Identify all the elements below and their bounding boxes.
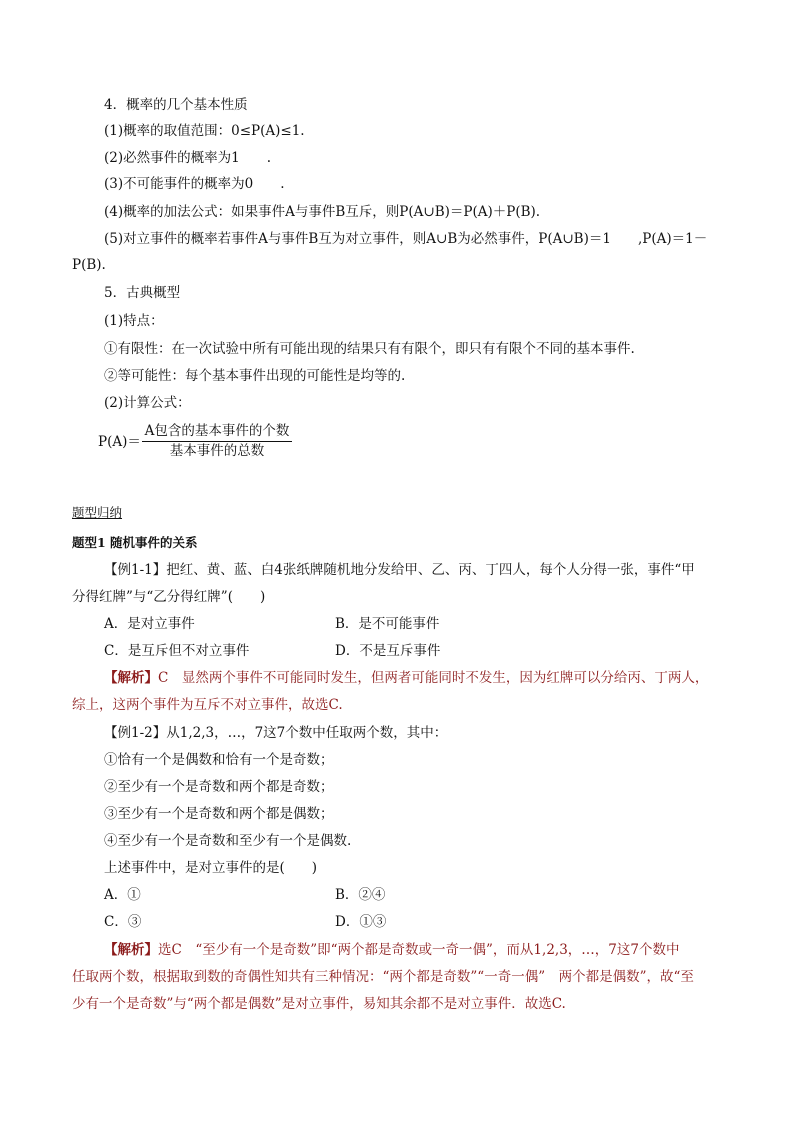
example-1-1-line1: 【例1-1】把红、黄、蓝、白4张纸牌随机地分发给甲、乙、丙、丁四人，每个人分得一张，事件“甲 xyxy=(104,562,695,578)
formula-label: (2)计算公式： xyxy=(104,395,191,411)
property-complement-line1: (5)对立事件的概率若事件A与事件B互为对立事件，则A∪B为必然事件，P(A∪B)＝1 ,P(A)＝1－ xyxy=(104,231,708,247)
type-1-title: 题型1 随机事件的关系 xyxy=(72,535,198,550)
feature-equal: ②等可能性：每个基本事件出现的可能性是均等的. xyxy=(104,368,406,384)
fraction-bar xyxy=(142,441,292,442)
question-types-title: 题型归纳 xyxy=(72,505,123,520)
example-1-2-item3: ③至少有一个是奇数和两个都是偶数； xyxy=(104,806,334,822)
property-impossible: (3)不可能事件的概率为0 . xyxy=(104,176,285,192)
example-1-2-option-d: D．①③ xyxy=(335,914,387,930)
probability-fraction xyxy=(142,423,292,460)
example-1-1-solution-line1 xyxy=(104,669,708,687)
section-4-heading: 4．概率的几个基本性质 xyxy=(104,97,248,113)
example-1-2-option-c: C．③ xyxy=(104,914,142,930)
section-5-heading: 5．古典概型 xyxy=(104,285,181,301)
example-1-1-option-c: C．是互斥但不对立事件 xyxy=(104,643,250,659)
property-complement-line2: P(B). xyxy=(72,257,106,273)
fraction-denominator: 基本事件的总数 xyxy=(169,443,265,459)
example-1-2-item1: ①恰有一个是偶数和恰有一个是奇数； xyxy=(104,752,334,768)
feature-finite: ①有限性：在一次试验中所有可能出现的结果只有有限个，即只有有限个不同的基本事件. xyxy=(104,341,635,357)
example-1-2-question: 上述事件中，是对立事件的是( ) xyxy=(104,860,318,876)
example-1-2-option-b: B．②④ xyxy=(335,887,386,903)
example-1-2-option-a: A．① xyxy=(104,887,141,903)
solution-label: 【解析】 xyxy=(104,942,158,958)
property-certain: (2)必然事件的概率为1 . xyxy=(104,150,272,166)
example-1-1-option-d: D．不是互斥事件 xyxy=(335,643,441,659)
example-1-2-item4: ④至少有一个是奇数和至少有一个是偶数. xyxy=(104,833,352,849)
example-1-1-option-a: A．是对立事件 xyxy=(104,616,195,632)
example-1-1-solution-line2: 综上，这两个事件为互斥不对立事件，故选C. xyxy=(72,697,343,713)
property-range: (1)概率的取值范围：0≤P(A)≤1. xyxy=(104,123,305,139)
example-1-1-line2: 分得红牌”与“乙分得红牌”( ) xyxy=(72,589,266,605)
solution-text: C 显然两个事件不可能同时发生，但两者可能同时不发生，因为红牌可以分给丙、丁两人， xyxy=(158,670,709,686)
features-label: (1)特点： xyxy=(104,313,164,329)
example-1-2-solution-line2: 任取两个数，根据取到数的奇偶性知共有三种情况：“两个都是奇数”“一奇一偶” 两个都是偶数”，故“至 xyxy=(72,969,694,985)
example-1-2-line1: 【例1-2】从1,2,3，…，7这7个数中任取两个数，其中： xyxy=(104,725,448,741)
solution-label: 【解析】 xyxy=(104,670,158,686)
property-addition: (4)概率的加法公式：如果事件A与事件B互斥，则P(A∪B)＝P(A)＋P(B). xyxy=(104,204,541,220)
example-1-2-item2: ②至少有一个是奇数和两个都是奇数； xyxy=(104,779,334,795)
solution-text: 选C “至少有一个是奇数”即“两个都是奇数或一奇一偶”，而从1,2,3，…，7这7个数中 xyxy=(158,942,680,958)
example-1-1-option-b: B．是不可能事件 xyxy=(335,616,440,632)
fraction-numerator: A包含的基本事件的个数 xyxy=(144,423,290,439)
formula-lhs: P(A)＝ xyxy=(98,434,141,450)
example-1-2-solution-line1 xyxy=(104,941,679,959)
example-1-2-solution-line3: 少有一个是奇数”与“两个都是偶数”是对立事件，易知其余都不是对立事件．故选C. xyxy=(72,996,566,1012)
